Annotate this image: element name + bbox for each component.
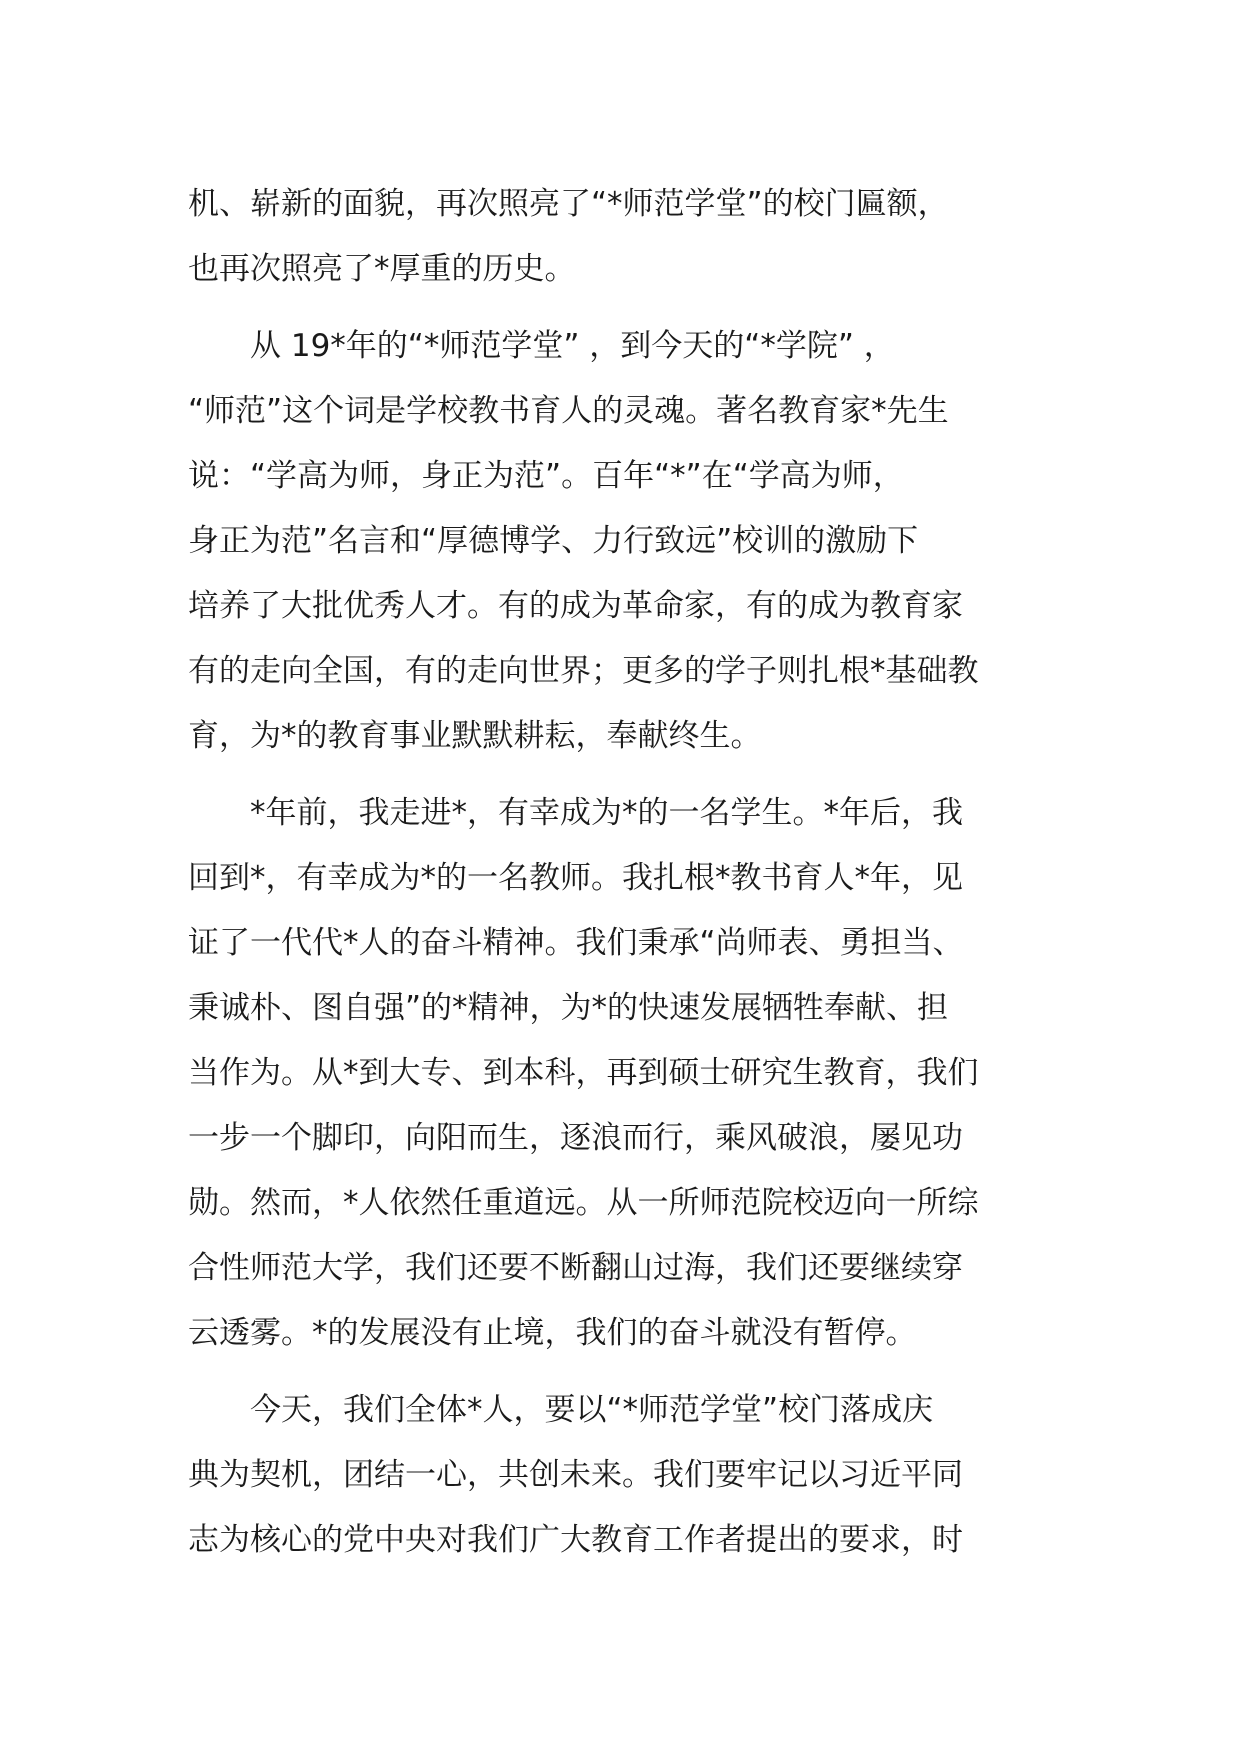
paragraph-line: 典为契机，团结一心，共创未来。我们要牢记以习近平同: [188, 1457, 963, 1493]
document-page: [188, 172, 1054, 1585]
paragraph-2: [188, 314, 1054, 769]
paragraph-line: 合性师范大学，我们还要不断翻山过海，我们还要继续穿: [188, 1250, 963, 1286]
paragraph-line: 说：“学高为师，身正为范”。百年“*”在“学高为师，: [188, 458, 904, 494]
paragraph-line: 当作为。从*到大专、到本科，再到硕士研究生教育，我们: [188, 1055, 979, 1091]
paragraph-line: 勋。然而，*人依然任重道远。从一所师范院校迈向一所综: [188, 1185, 979, 1221]
paragraph-3: [188, 781, 1054, 1366]
paragraph-line: 证了一代代*人的奋斗精神。我们秉承“尚师表、勇担当、: [188, 925, 964, 961]
paragraph-line: 培养了大批优秀人才。有的成为革命家，有的成为教育家: [188, 588, 963, 624]
paragraph-line: 今天，我们全体*人，要以“*师范学堂”校门落成庆: [250, 1392, 934, 1428]
paragraph-line: 从 19*年的“*师范学堂” ，到今天的“*学院” ，: [250, 328, 895, 364]
paragraph-line: 志为核心的党中央对我们广大教育工作者提出的要求，时: [188, 1522, 963, 1558]
paragraph-line: *年前，我走进*，有幸成为*的一名学生。*年后，我: [250, 795, 963, 831]
paragraph-line: 身正为范”名言和“厚德博学、力行致远”校训的激励下: [188, 523, 919, 559]
paragraph-line: 有的走向全国，有的走向世界；更多的学子则扎根*基础教: [188, 653, 979, 689]
paragraph-line: 机、崭新的面貌，再次照亮了“*师范学堂”的校门匾额，: [188, 186, 949, 222]
paragraph-line: 育，为*的教育事业默默耕耘，奉献终生。: [188, 718, 762, 754]
paragraph-line: 秉诚朴、图自强”的*精神，为*的快速发展牺牲奉献、担: [188, 990, 949, 1026]
paragraph-4: [188, 1378, 1054, 1573]
paragraph-1: [188, 172, 1054, 302]
paragraph-line: 云透雾。*的发展没有止境，我们的奋斗就没有暂停。: [188, 1315, 917, 1351]
paragraph-line: 也再次照亮了*厚重的历史。: [188, 251, 576, 287]
paragraph-line: “师范”这个词是学校教书育人的灵魂。著名教育家*先生: [188, 393, 949, 429]
paragraph-line: 回到*，有幸成为*的一名教师。我扎根*教书育人*年，见: [188, 860, 963, 896]
paragraph-line: 一步一个脚印，向阳而生，逐浪而行，乘风破浪，屡见功: [188, 1120, 963, 1156]
